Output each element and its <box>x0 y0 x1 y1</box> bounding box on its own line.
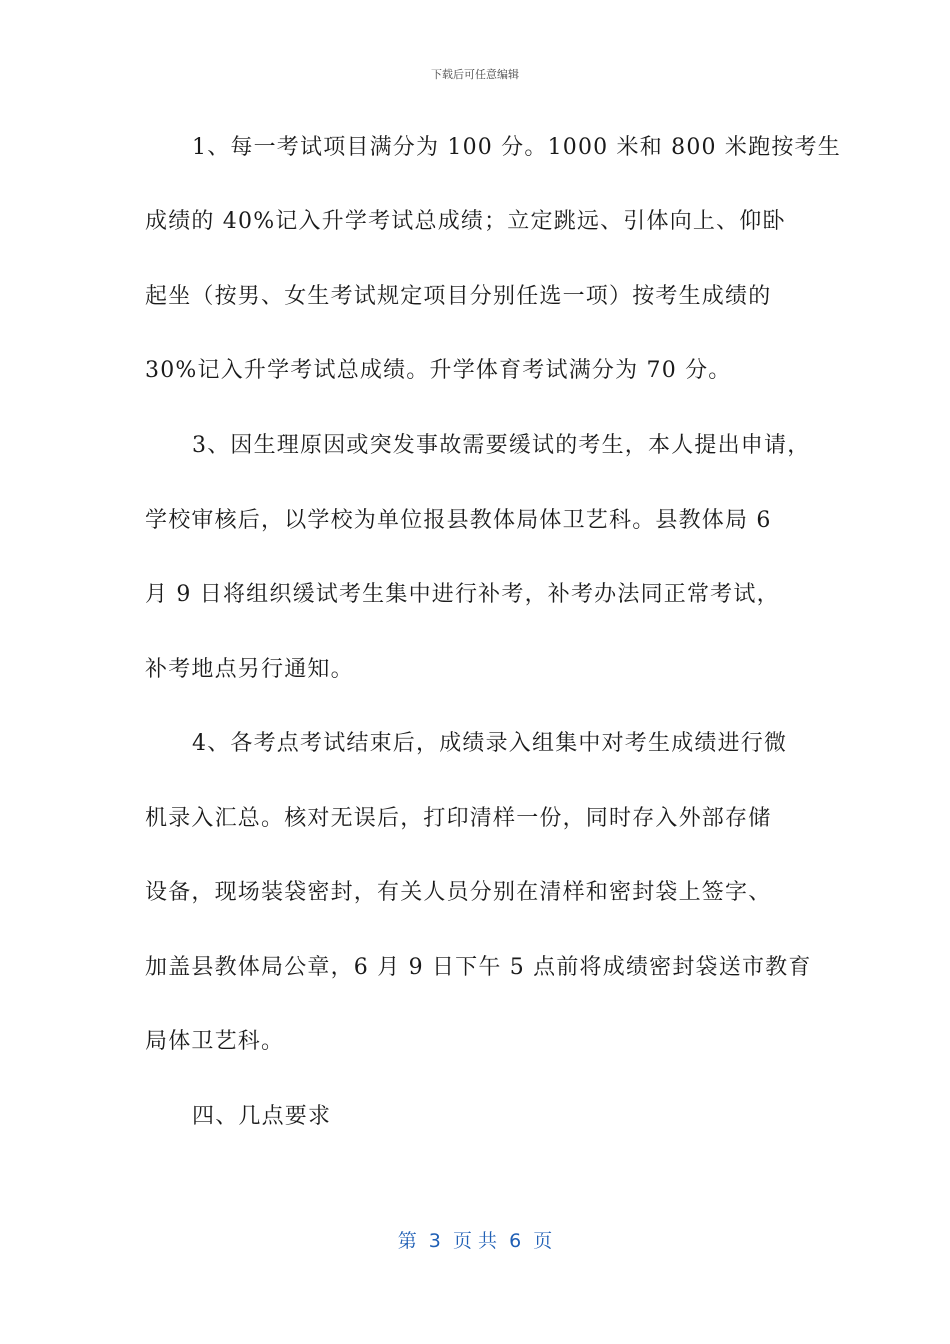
text-line: 补考地点另行通知。 <box>145 657 354 682</box>
text-line: 学校审核后，以学校为单位报县教体局体卫艺科。县教体局 6 <box>145 508 772 533</box>
text-line: 4、各考点考试结束后，成绩录入组集中对考生成绩进行微 <box>192 731 788 756</box>
text-line: 起坐（按男、女生考试规定项目分别任选一项）按考生成绩的 <box>145 284 772 309</box>
text-line: 加盖县教体局公章，6 月 9 日下午 5 点前将成绩密封袋送市教育 <box>145 955 812 980</box>
page-footer: 第 3 页 共 6 页 <box>397 1230 553 1252</box>
text-line: 局体卫艺科。 <box>145 1029 285 1054</box>
text-line: 设备，现场装袋密封，有关人员分别在清样和密封袋上签字、 <box>145 880 772 905</box>
text-line: 成绩的 40%记入升学考试总成绩；立定跳远、引体向上、仰卧 <box>145 209 786 234</box>
text-line: 30%记入升学考试总成绩。升学体育考试满分为 70 分。 <box>145 358 732 383</box>
text-line: 机录入汇总。核对无误后，打印清样一份，同时存入外部存储 <box>145 806 772 831</box>
text-line: 月 9 日将组织缓试考生集中进行补考，补考办法同正常考试， <box>145 582 780 607</box>
page-header: 下载后可任意编辑 <box>431 68 519 81</box>
section-heading: 四、几点要求 <box>192 1104 332 1129</box>
text-line: 1、每一考试项目满分为 100 分。1000 米和 800 米跑按考生 <box>192 135 841 160</box>
text-line: 3、因生理原因或突发事故需要缓试的考生，本人提出申请， <box>192 433 811 458</box>
